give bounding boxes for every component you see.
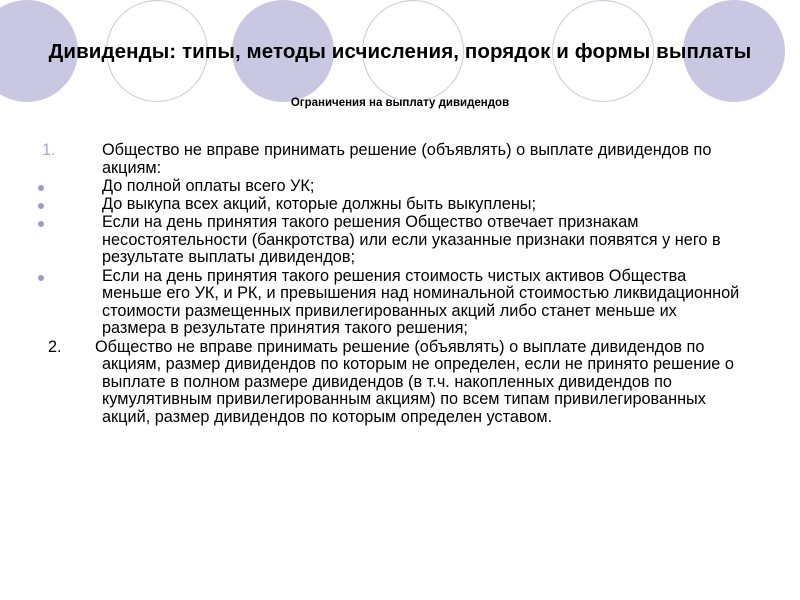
bullet-dot-icon — [38, 221, 44, 227]
slide-title: Дивиденды: типы, методы исчисления, порядок и формы выплаты — [48, 40, 752, 63]
bullet-dot-icon — [38, 203, 44, 209]
bullet-text: До выкупа всех акций, которые должны быть выкуплены; — [102, 194, 537, 213]
bullet-text: Если на день принятия такого решения стоимость чистых активов Общества меньше его УК, и РК, и превышения над номинальной стоимостью ликвидационной стоимости размещенных привилегированных акций либо станет меньше их размера в результате принятия такого решения; — [102, 266, 740, 338]
decorative-circles — [0, 0, 800, 140]
bullet-item — [0, 196, 800, 214]
bullet-text: До полной оплаты всего УК; — [102, 176, 315, 195]
list-item-2 — [0, 339, 800, 427]
bullet-item — [0, 178, 800, 196]
bullet-text: Если на день принятия такого решения Общество отвечает признакам несостоятельности (банкротства) или если указанные признаки появятся у него в результате выплаты дивидендов; — [102, 213, 721, 267]
bullet-dot-icon — [38, 185, 44, 191]
list-number: 2. — [48, 337, 62, 356]
bullet-item — [0, 268, 800, 338]
list-item-text: Общество не вправе принимать решение (объявлять) о выплате дивидендов по акциям: — [102, 141, 712, 177]
list-item-1 — [0, 142, 800, 177]
slide-body — [0, 142, 800, 427]
slide-subtitle: Ограничения на выплату дивидендов — [290, 97, 510, 109]
list-number: 1. — [42, 141, 56, 159]
bullet-item — [0, 214, 800, 267]
list-item-text — [95, 337, 742, 427]
bullet-dot-icon — [38, 275, 44, 281]
list-item-2-text: Общество не вправе принимать решение (объявлять) о выплате дивидендов по акциям, размер дивидендов по которым не определен, если не принято решение о выплате в полном размере дивидендов (в т.ч. накопленных дивидендов по кумулятивным привилегированным акциям) по всем типам привилегированных акций, размер дивидендов по которым определен уставом. — [95, 337, 734, 426]
